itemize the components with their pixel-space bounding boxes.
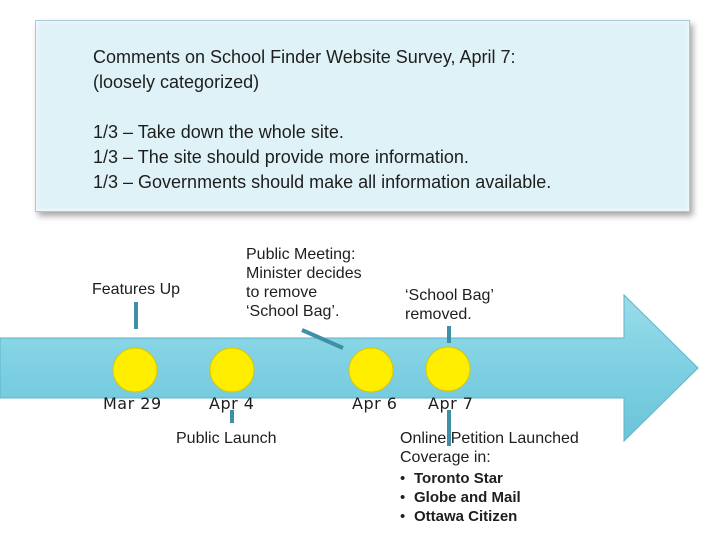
callout-item: 1/3 – The site should provide more information.: [93, 147, 469, 167]
coverage-item: • Ottawa Citizen: [400, 507, 521, 526]
event-line: removed.: [405, 306, 472, 323]
event-online-petition: [400, 429, 579, 467]
callout-title: Comments on School Finder Website Survey, April 7:: [93, 47, 516, 67]
event-line: Minister decides: [246, 265, 362, 282]
callout-item: 1/3 – Governments should make all information available.: [93, 172, 552, 192]
date-label: Apr 7: [428, 394, 474, 413]
coverage-list: [400, 469, 521, 526]
timeline-node: [349, 348, 393, 392]
event-line: Online Petition Launched: [400, 430, 579, 447]
date-label: Apr 6: [352, 394, 398, 413]
coverage-label: Coverage in:: [400, 449, 491, 466]
timeline-node: [210, 348, 254, 392]
event-public-launch: Public Launch: [176, 430, 277, 447]
date-label: Mar 29: [103, 394, 162, 413]
event-public-meeting: [246, 245, 362, 321]
coverage-item: • Globe and Mail: [400, 488, 521, 507]
callout-subtitle: (loosely categorized): [93, 72, 260, 92]
event-school-bag-removed: [405, 286, 494, 324]
timeline-node: [426, 347, 470, 391]
date-label: Apr 4: [209, 394, 255, 413]
event-line: Public Meeting:: [246, 246, 356, 263]
timeline-node: [113, 348, 157, 392]
coverage-item: • Toronto Star: [400, 469, 521, 488]
event-line: ‘School Bag’.: [246, 303, 340, 320]
event-line: to remove: [246, 284, 318, 301]
event-line: ‘School Bag’: [405, 287, 494, 304]
event-features-up: Features Up: [92, 281, 181, 298]
callout-item: 1/3 – Take down the whole site.: [93, 122, 344, 142]
